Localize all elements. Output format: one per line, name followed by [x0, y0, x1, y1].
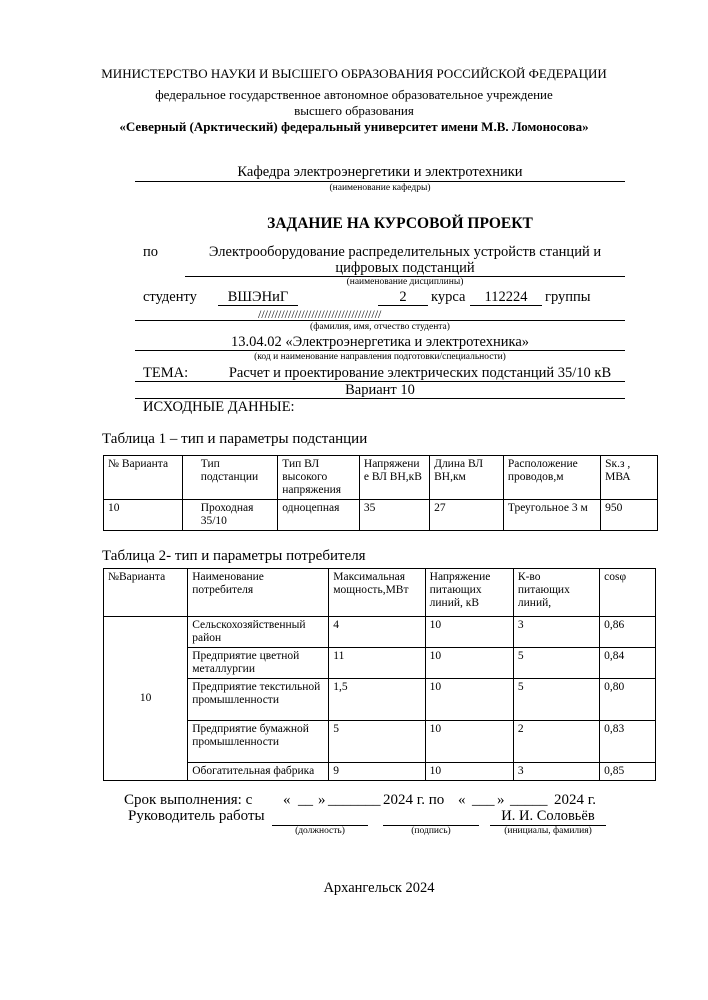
department-name: Кафедра электроэнергетики и электротехники: [237, 164, 523, 180]
table-row: [104, 500, 658, 531]
table-cell: 0,85: [600, 763, 656, 781]
student-caption: (фамилия, имя, отчество студента): [310, 322, 450, 332]
table-cell: 11: [329, 648, 425, 679]
table-cell: 9: [329, 763, 425, 781]
table-header-cell: №Варианта: [104, 569, 188, 617]
table-cell: 10: [425, 648, 513, 679]
table-header-cell: cosφ: [600, 569, 656, 617]
table-cell: 1,5: [329, 679, 425, 721]
specialty-caption: (код и наименование направления подготовки/специальности): [254, 352, 506, 362]
deadline-to-quote-close: »: [497, 792, 505, 808]
name-caption: (инициалы, фамилия): [504, 826, 592, 836]
table-cell: Предприятие текстильной промышленности: [188, 679, 329, 721]
table-cell: 27: [430, 500, 504, 531]
deadline-to-quote-open: «: [458, 792, 466, 808]
group-underline: [470, 305, 542, 306]
table-header-row: [104, 569, 656, 617]
table-cell: 0,83: [600, 721, 656, 763]
discipline-line-2: цифровых подстанций: [335, 260, 475, 276]
group-number: 112224: [484, 289, 528, 305]
table-cell: 10: [425, 679, 513, 721]
table-cell: 5: [329, 721, 425, 763]
table-cell: 4: [329, 617, 425, 648]
table-cell: 950: [601, 500, 658, 531]
deadline-from-quote-open: «: [283, 792, 291, 808]
table-header-cell: Длина ВЛ ВН,км: [430, 456, 504, 500]
supervisor-name: И. И. Соловьёв: [501, 808, 595, 824]
student-label: студенту: [143, 289, 197, 305]
student-name-masked: /////////////////////////////////////: [258, 307, 382, 321]
table-header-cell: Максимальная мощность,МВт: [329, 569, 425, 617]
table-cell: 10: [104, 500, 183, 531]
topic-value: Расчет и проектирование электрических подстанций 35/10 кВ: [228, 365, 612, 381]
table-cell: 35: [359, 500, 429, 531]
table-cell: 0,86: [600, 617, 656, 648]
institution-type: федеральное государственное автономное образовательное учреждение: [155, 87, 553, 102]
table-cell: Предприятие бумажной промышленности: [188, 721, 329, 763]
table-cell: Предприятие цветной металлургии: [188, 648, 329, 679]
table-header-cell: Напряжение питающих линий, кВ: [425, 569, 513, 617]
table1-caption: Таблица 1 – тип и параметры подстанции: [102, 431, 368, 447]
table-cell: Проходная 35/10: [182, 500, 278, 531]
deadline-from-day-blank: __: [298, 792, 313, 808]
table-header-cell: № Варианта: [104, 456, 183, 500]
deadline-from-quote-close: »: [318, 792, 326, 808]
table2-caption: Таблица 2- тип и параметры потребителя: [102, 548, 366, 564]
table-cell: Обогатительная фабрика: [188, 763, 329, 781]
substation-table: [103, 455, 658, 531]
table-header-cell: Наименование потребителя: [188, 569, 329, 617]
table-cell: 10: [425, 721, 513, 763]
table-cell: 5: [513, 679, 599, 721]
table-header-cell: Расположение проводов,м: [503, 456, 600, 500]
student-name-line: [135, 320, 625, 321]
table-cell-variant: 10: [104, 617, 188, 781]
topic-label: ТЕМА:: [143, 365, 189, 381]
table-header-cell: Напряжени е ВЛ ВН,кВ: [359, 456, 429, 500]
group-label: группы: [545, 289, 591, 305]
city-year: Архангельск 2024: [323, 880, 435, 896]
discipline-label: по: [143, 244, 159, 260]
table-cell: 0,80: [600, 679, 656, 721]
table-cell: 3: [513, 617, 599, 648]
table-cell: Треугольное 3 м: [503, 500, 600, 531]
table-cell: 10: [425, 617, 513, 648]
institution-level: высшего образования: [294, 103, 414, 118]
deadline-from-year: 2024 г. по: [383, 792, 445, 808]
table-cell: одноцепная: [278, 500, 360, 531]
deadline-to-day-blank: ___: [472, 792, 495, 808]
topic-variant: Вариант 10: [345, 382, 415, 398]
table-header-cell: Тип ВЛ высокого напряжения: [278, 456, 360, 500]
deadline-to-year: 2024 г.: [554, 792, 596, 808]
course-number: 2: [399, 289, 407, 305]
department-line: [135, 181, 625, 182]
position-caption: (должность): [295, 826, 345, 836]
discipline-line-1: Электрооборудование распределительных устройств станций и: [208, 244, 602, 260]
consumer-table: [103, 568, 656, 781]
deadline-to-month-blank: _____: [510, 792, 548, 808]
group-code-underline: [218, 305, 298, 306]
department-caption: (наименование кафедры): [329, 183, 431, 193]
table-header-cell: Sк.з , МВА: [601, 456, 658, 500]
page-title: ЗАДАНИЕ НА КУРСОВОЙ ПРОЕКТ: [267, 215, 533, 232]
table-row: [104, 617, 656, 648]
table-cell: 5: [513, 648, 599, 679]
table-cell: 10: [425, 763, 513, 781]
table-cell: 0,84: [600, 648, 656, 679]
deadline-label: Срок выполнения: с: [124, 792, 253, 808]
table-header-cell: Тип подстанции: [182, 456, 278, 500]
course-underline: [378, 305, 428, 306]
table-header-row: [104, 456, 658, 500]
specialty-value: 13.04.02 «Электроэнергетика и электротехника»: [230, 334, 530, 350]
signature-caption: (подпись): [411, 826, 451, 836]
student-group-code: ВШЭНиГ: [227, 289, 289, 305]
table-cell: Сельскохозяйственный район: [188, 617, 329, 648]
table-header-cell: К-во питающих линий,: [513, 569, 599, 617]
deadline-from-month-blank: _______: [328, 792, 381, 808]
ministry-name: МИНИСТЕРСТВО НАУКИ И ВЫСШЕГО ОБРАЗОВАНИЯ РОССИЙСКОЙ ФЕДЕРАЦИИ: [101, 66, 607, 81]
table-cell: 2: [513, 721, 599, 763]
initial-data-label: ИСХОДНЫЕ ДАННЫЕ:: [143, 399, 295, 415]
supervisor-label: Руководитель работы: [128, 808, 265, 824]
table-cell: 3: [513, 763, 599, 781]
course-label: курса: [431, 289, 466, 305]
university-name: «Северный (Арктический) федеральный университет имени М.В. Ломоносова»: [119, 119, 589, 134]
specialty-line: [135, 350, 625, 351]
discipline-caption: (наименование дисциплины): [346, 277, 464, 287]
